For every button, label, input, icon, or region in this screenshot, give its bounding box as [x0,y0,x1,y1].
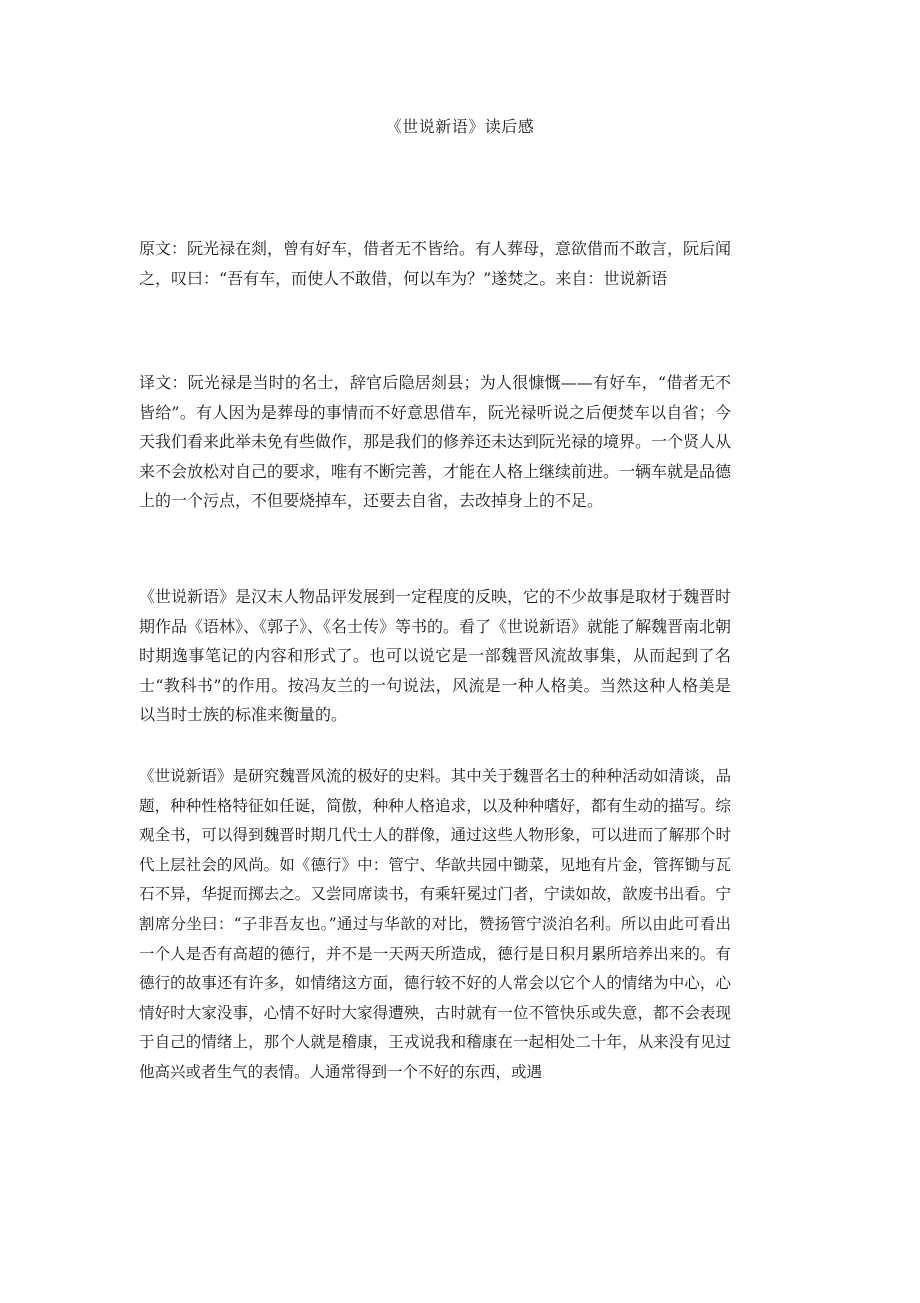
paragraph-commentary-1: 《世说新语》是汉末人物品评发展到一定程度的反映，它的不少故事是取材于魏晋时期作品《语林》、《郭子》、《名士传》等书的。看了《世说新语》就能了解魏晋南北朝时期逸事笔记的内容和形式了。也可以说它是一部魏晋风流故事集，从而起到了名士“教科书”的作用。按冯友兰的一句说法，风流是一种人格美。当然这种人格美是以当时士族的标准来衡量的。 [139,587,732,724]
paragraph-original-text: 原文：阮光禄在剡，曾有好车，借者无不皆给。有人葬母，意欲借而不敢言，阮后闻之，叹曰：“吾有车，而使人不敢借，何以车为？”遂焚之。来自：世说新语 [139,239,732,288]
paragraph-commentary-2: 《世说新语》是研究魏晋风流的极好的史料。其中关于魏晋名士的种种活动如清谈，品题，种种性格特征如任诞，简傲，种种人格追求，以及种种嗜好，都有生动的描写。综观全书，可以得到魏晋时期几代士人的群像，通过这些人物形象，可以进而了解那个时代上层社会的风尚。如《德行》中：管宁、华歆共园中锄菜，见地有片金，管挥锄与瓦石不异，华捉而掷去之。又尝同席读书，有乘轩冕过门者，宁读如故，歆废书出看。宁割席分坐曰：“子非吾友也。”通过与华歆的对比，赞扬管宁淡泊名利。所以由此可看出一个人是否有高超的德行，并不是一天两天所造成，德行是日积月累所培养出来的。有德行的故事还有许多，如情绪这方面，德行较不好的人常会以它个人的情绪为中心，心情好时大家没事，心情不好时大家得遭殃，古时就有一位不管快乐或失意，都不会表现于自己的情绪上，那个人就是稽康，王戎说我和稽康在一起相处二十年，从来没有见过他高兴或者生气的表情。人通常得到一个不好的东西，或遇 [139,767,731,1081]
document-title: 《世说新语》读后感 [385,117,535,136]
paragraph-translation: 译文：阮光禄是当时的名士，辞官后隐居剡县；为人很慷慨——有好车，“借者无不皆给”。有人因为是葬母的事情而不好意思借车，阮光禄听说之后便焚车以自省；今天我们看来此举未免有些做作，那是我们的修养还未达到阮光禄的境界。一个贤人从来不会放松对自己的要求，唯有不断完善，才能在人格上继续前进。一辆车就是品德上的一个污点，不但要烧掉车，还要去自省，去改掉身上的不足。 [139,373,732,510]
